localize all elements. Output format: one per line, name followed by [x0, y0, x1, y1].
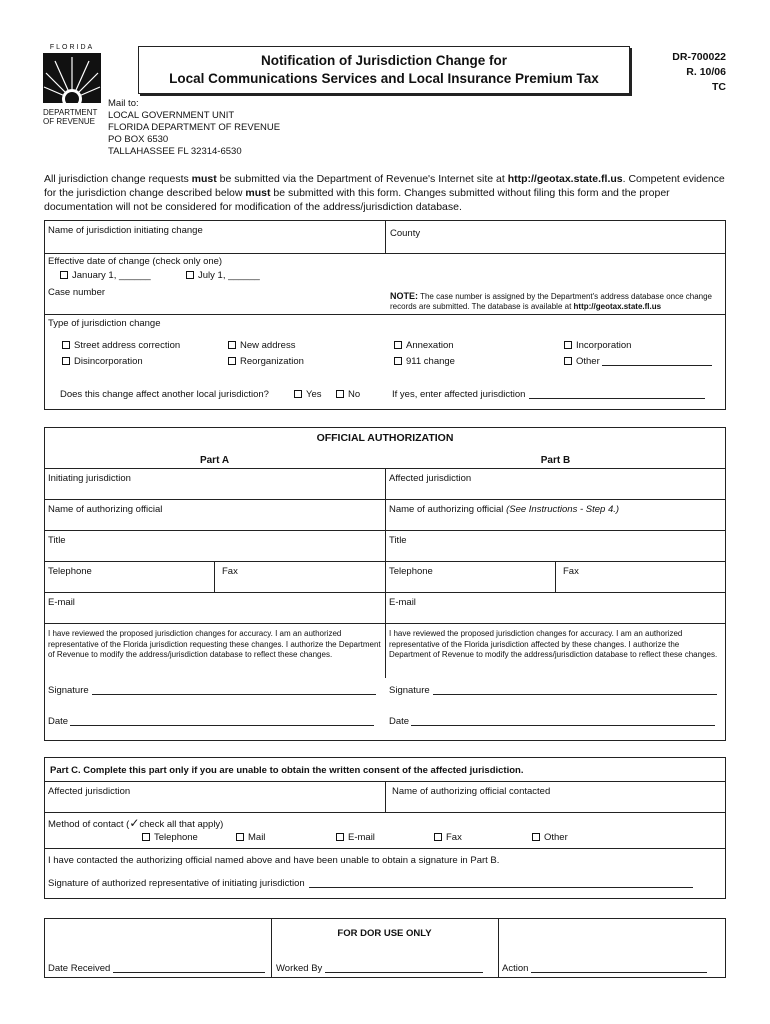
contact-telephone-option[interactable]: Telephone — [142, 832, 198, 843]
worked-by-field[interactable]: Worked By — [276, 963, 483, 974]
part-b-email-field[interactable]: E-mail — [389, 597, 416, 608]
form-revision: R. 10/06 — [686, 66, 726, 78]
affect-other-question: Does this change affect another local jurisdiction? — [60, 389, 269, 400]
initiating-jurisdiction-name-field[interactable]: Name of jurisdiction initiating change — [48, 225, 203, 236]
checkbox-icon[interactable] — [228, 341, 236, 349]
mail-to-label: Mail to: — [108, 98, 139, 109]
checkbox-icon[interactable] — [62, 357, 70, 365]
dor-use-only-title: FOR DOR USE ONLY — [337, 928, 432, 939]
type-disincorporation[interactable]: Disincorporation — [62, 356, 143, 367]
logo-dept-text: DEPARTMENT — [43, 108, 98, 117]
checkbox-icon[interactable] — [236, 833, 244, 841]
part-b-signature-field[interactable]: Signature — [389, 685, 717, 696]
effective-date-label: Effective date of change (check only one) — [48, 256, 223, 267]
part-c-header: Part C. Complete this part only if you are unable to obtain the written consent of the affected jurisdiction. — [50, 765, 524, 776]
part-a-email-field[interactable]: E-mail — [48, 597, 75, 608]
intro-paragraph: All jurisdiction change requests must be submitted via the Department of Revenue's Internet site at http://geotax.state.fl.us. Competent evidence for the jurisdiction change described below must be submitted with this form. Changes submitted without filing this form and the proper documentation will not be considered for modification of the address/jurisdiction database. — [44, 173, 725, 213]
form-title-line1: Notification of Jurisdiction Change for — [261, 53, 507, 68]
checkbox-icon[interactable] — [336, 390, 344, 398]
case-number-note: NOTE: The case number is assigned by the Department's address database once change records are submitted. The database is available at http://geotax.state.fl.us — [390, 291, 713, 311]
part-a-title: Part A — [199, 455, 230, 466]
part-b-affected-jurisdiction-field[interactable]: Affected jurisdiction — [389, 473, 472, 484]
mail-line-3: PO BOX 6530 — [108, 134, 169, 145]
contact-fax-option[interactable]: Fax — [434, 832, 462, 843]
type-reorganization[interactable]: Reorganization — [228, 356, 304, 367]
effective-jul-option[interactable]: July 1, ______ — [186, 270, 260, 281]
part-a-fax-field[interactable]: Fax — [222, 566, 238, 577]
checkbox-icon[interactable] — [434, 833, 442, 841]
affected-jurisdiction-entry[interactable]: If yes, enter affected jurisdiction — [392, 389, 705, 400]
sun-logo-icon — [43, 53, 101, 103]
form-number-block — [640, 50, 726, 95]
checkbox-icon[interactable] — [62, 341, 70, 349]
checkbox-icon[interactable] — [394, 341, 402, 349]
part-a-telephone-field[interactable]: Telephone — [48, 566, 92, 577]
checkbox-icon[interactable] — [186, 271, 194, 279]
checkbox-icon[interactable] — [294, 390, 302, 398]
type-911-change[interactable]: 911 change — [394, 356, 455, 367]
mail-line-1: LOCAL GOVERNMENT UNIT — [108, 110, 235, 121]
form-code: TC — [712, 81, 726, 93]
case-number-field[interactable]: Case number — [48, 287, 106, 298]
form-number: DR-700022 — [672, 51, 726, 63]
part-a-signature-field[interactable]: Signature — [48, 685, 376, 696]
part-b-statement: I have reviewed the proposed jurisdiction changes for accuracy. I am an authorized representative of the Florida jurisdiction affected by these changes. I authorize the Department of Revenue to modify the address/jurisdiction database to reflect these changes. — [389, 629, 718, 659]
type-incorporation[interactable]: Incorporation — [564, 340, 631, 351]
part-b-fax-field[interactable]: Fax — [563, 566, 579, 577]
checkbox-icon[interactable] — [532, 833, 540, 841]
logo-of-text: OF REVENUE — [43, 117, 96, 126]
part-a-date-field[interactable]: Date — [48, 716, 374, 727]
type-street-address-correction[interactable]: Street address correction — [62, 340, 180, 351]
part-c-affected-jurisdiction-field[interactable]: Affected jurisdiction — [48, 786, 131, 797]
form-title-box — [138, 46, 630, 94]
part-a-title-field[interactable]: Title — [48, 535, 66, 546]
florida-dor-logo — [43, 44, 101, 126]
part-b-telephone-field[interactable]: Telephone — [389, 566, 433, 577]
type-of-change-label: Type of jurisdiction change — [48, 318, 161, 329]
official-authorization-title: OFFICIAL AUTHORIZATION — [316, 432, 454, 444]
contact-mail-option[interactable]: Mail — [236, 832, 265, 843]
form-title-line2: Local Communications Services and Local Insurance Premium Tax — [169, 71, 599, 86]
type-other[interactable]: Other — [564, 356, 712, 367]
checkbox-icon[interactable] — [60, 271, 68, 279]
affect-yes-option[interactable]: Yes — [294, 389, 322, 400]
checkbox-icon[interactable] — [564, 357, 572, 365]
checkbox-icon[interactable] — [394, 357, 402, 365]
mail-line-4: TALLAHASSEE FL 32314-6530 — [108, 146, 242, 157]
checkbox-icon[interactable] — [336, 833, 344, 841]
part-b-official-name-field[interactable]: Name of authorizing official (See Instructions - Step 4.) — [389, 504, 620, 515]
checkbox-icon[interactable] — [228, 357, 236, 365]
part-c-official-contacted-field[interactable]: Name of authorizing official contacted — [392, 786, 551, 797]
type-new-address[interactable]: New address — [228, 340, 295, 351]
date-received-field[interactable]: Date Received — [48, 963, 265, 974]
affect-no-option[interactable]: No — [336, 389, 360, 400]
checkbox-icon[interactable] — [564, 341, 572, 349]
part-c-statement: I have contacted the authorizing official named above and have been unable to obtain a signature in Part B. — [48, 855, 500, 866]
county-field[interactable]: County — [390, 228, 421, 239]
part-a-official-name-field[interactable]: Name of authorizing official — [48, 504, 163, 515]
type-annexation[interactable]: Annexation — [394, 340, 454, 351]
part-a-statement: I have reviewed the proposed jurisdiction changes for accuracy. I am an authorized representative of the Florida jurisdiction requesting these changes. I authorize the Department of Revenue to modify the address/jurisdiction database to reflect these changes. — [48, 629, 381, 659]
contact-email-option[interactable]: E-mail — [336, 832, 375, 843]
part-c-signature-field[interactable]: Signature of authorized representative of initiating jurisdiction — [48, 878, 693, 889]
checkbox-icon[interactable] — [142, 833, 150, 841]
part-b-title: Part B — [540, 455, 571, 466]
part-a-initiating-jurisdiction-field[interactable]: Initiating jurisdiction — [48, 473, 131, 484]
part-b-date-field[interactable]: Date — [389, 716, 715, 727]
part-b-title-field[interactable]: Title — [389, 535, 407, 546]
contact-other-option[interactable]: Other — [532, 832, 568, 843]
mail-line-2: FLORIDA DEPARTMENT OF REVENUE — [108, 122, 281, 133]
logo-state-text: FLORIDA — [49, 44, 95, 51]
method-of-contact-label: Method of contact (✓check all that apply) — [48, 816, 224, 830]
check-mark-icon: ✓ — [129, 816, 140, 830]
mailing-address — [108, 98, 280, 158]
effective-jan-option[interactable]: January 1, ______ — [60, 270, 151, 281]
action-field[interactable]: Action — [502, 963, 707, 974]
